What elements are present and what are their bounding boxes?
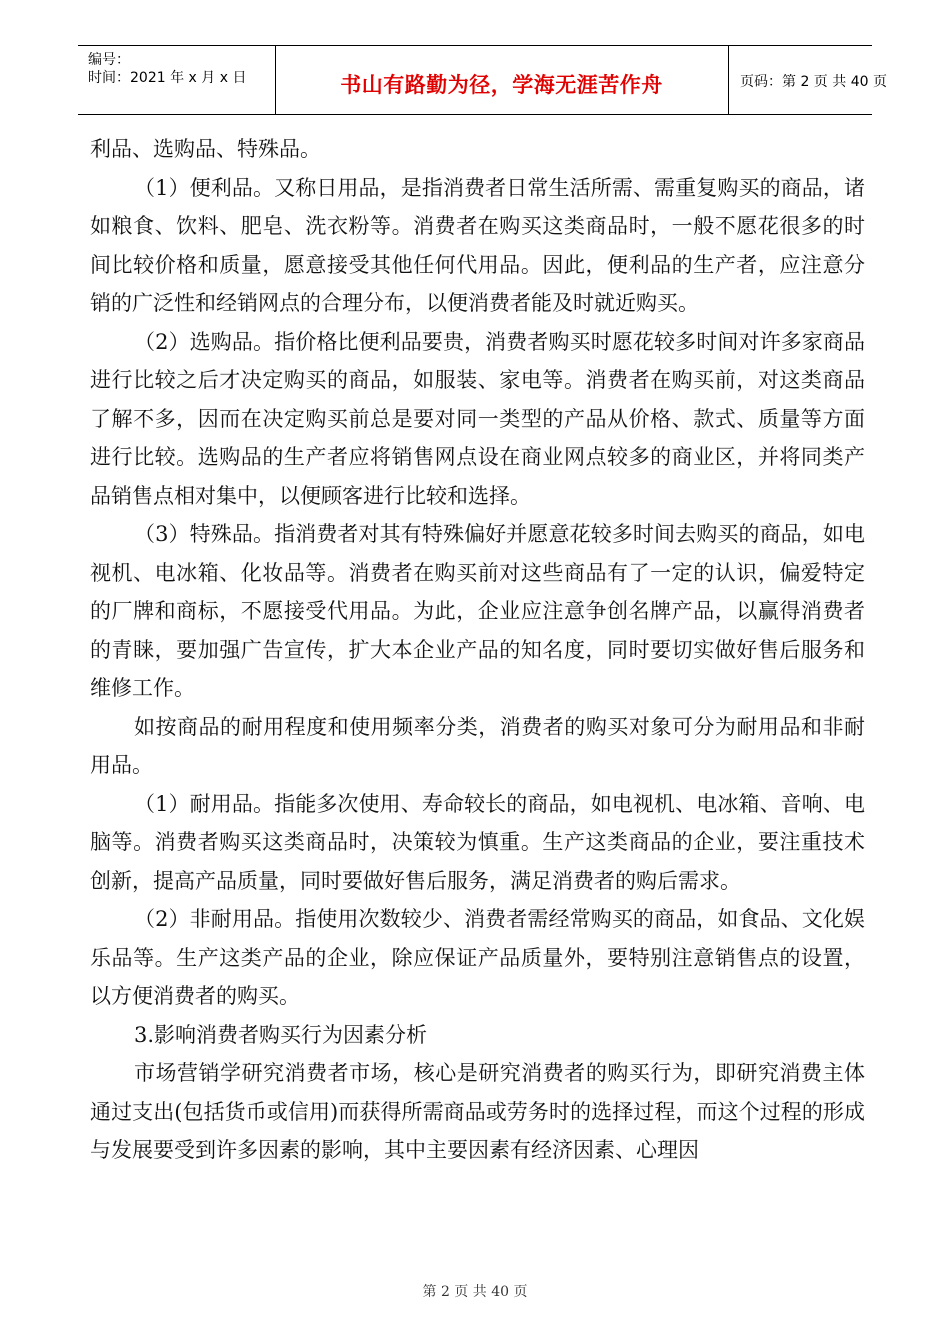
motto-text: 书山有路勤为径，学海无涯苦作舟 bbox=[340, 73, 663, 97]
header-page-cell bbox=[728, 46, 887, 114]
serial-number-label: 编号： bbox=[88, 52, 130, 68]
page-footer: 第 2 页 共 40 页 bbox=[422, 1284, 528, 1300]
page-header bbox=[78, 45, 887, 115]
paragraph-durability-classification: 如按商品的耐用程度和使用频率分类，消费者的购买对象可分为耐用品和非耐用品。 bbox=[90, 714, 865, 777]
page-info-label: 页码：第 2 页 共 40 页 bbox=[740, 74, 887, 90]
paragraph-specialty-goods: （3）特殊品。指消费者对其有特殊偏好并愿意花较多时间去购买的商品，如电视机、电冰箱、化妆品等。消费者在购买前对这些商品有了一定的认识，偏爱特定的厂牌和商标，不愿接受代用品。为此，企业应注意争创名牌产品，以赢得消费者的青睐，要加强广告宣传，扩大本企业产品的知名度，同时要切实做好售后服务和维修工作。 bbox=[90, 522, 865, 700]
section-heading: 3.影响消费者购买行为因素分析 bbox=[134, 1022, 428, 1047]
paragraph-consumer-behavior: 市场营销学研究消费者市场，核心是研究消费者的购买行为，即研究消费主体通过支出(包括货币或信用)而获得所需商品或劳务时的选择过程，而这个过程的形成与发展要受到许多因素的影响，其中主要因素有经济因素、心理因 bbox=[90, 1061, 865, 1162]
document-body bbox=[90, 130, 865, 1170]
header-meta-cell bbox=[78, 46, 276, 114]
paragraph-shopping-goods: （2）选购品。指价格比便利品要贵，消费者购买时愿花较多时间对许多家商品进行比较之后才决定购买的商品，如服装、家电等。消费者在购买前，对这类商品了解不多，因而在决定购买前总是要对同一类型的产品从价格、款式、质量等方面进行比较。选购品的生产者应将销售网点设在商业网点较多的商业区，并将同类产品销售点相对集中，以便顾客进行比较和选择。 bbox=[90, 329, 865, 508]
paragraph-durable-goods: （1）耐用品。指能多次使用、寿命较长的商品，如电视机、电冰箱、音响、电脑等。消费者购买这类商品时，决策较为慎重。生产这类商品的企业，要注重技术创新，提高产品质量，同时要做好售后服务，满足消费者的购后需求。 bbox=[90, 791, 865, 893]
paragraph-convenience-goods: （1）便利品。又称日用品，是指消费者日常生活所需、需重复购买的商品，诸如粮食、饮料、肥皂、洗衣粉等。消费者在购买这类商品时，一般不愿花很多的时间比较价格和质量，愿意接受其他任何代用品。因此，便利品的生产者，应注意分销的广泛性和经销网点的合理分布，以便消费者能及时就近购买。 bbox=[90, 175, 865, 315]
date-label: 时间：2021 年 x 月 x 日 bbox=[88, 70, 247, 86]
paragraph-continuation: 利品、选购品、特殊品。 bbox=[90, 137, 321, 161]
paragraph-nondurable-goods: （2）非耐用品。指使用次数较少、消费者需经常购买的商品，如食品、文化娱乐品等。生产这类产品的企业，除应保证产品质量外，要特别注意销售点的设置，以方便消费者的购买。 bbox=[90, 907, 865, 1008]
header-motto-cell bbox=[275, 46, 729, 114]
